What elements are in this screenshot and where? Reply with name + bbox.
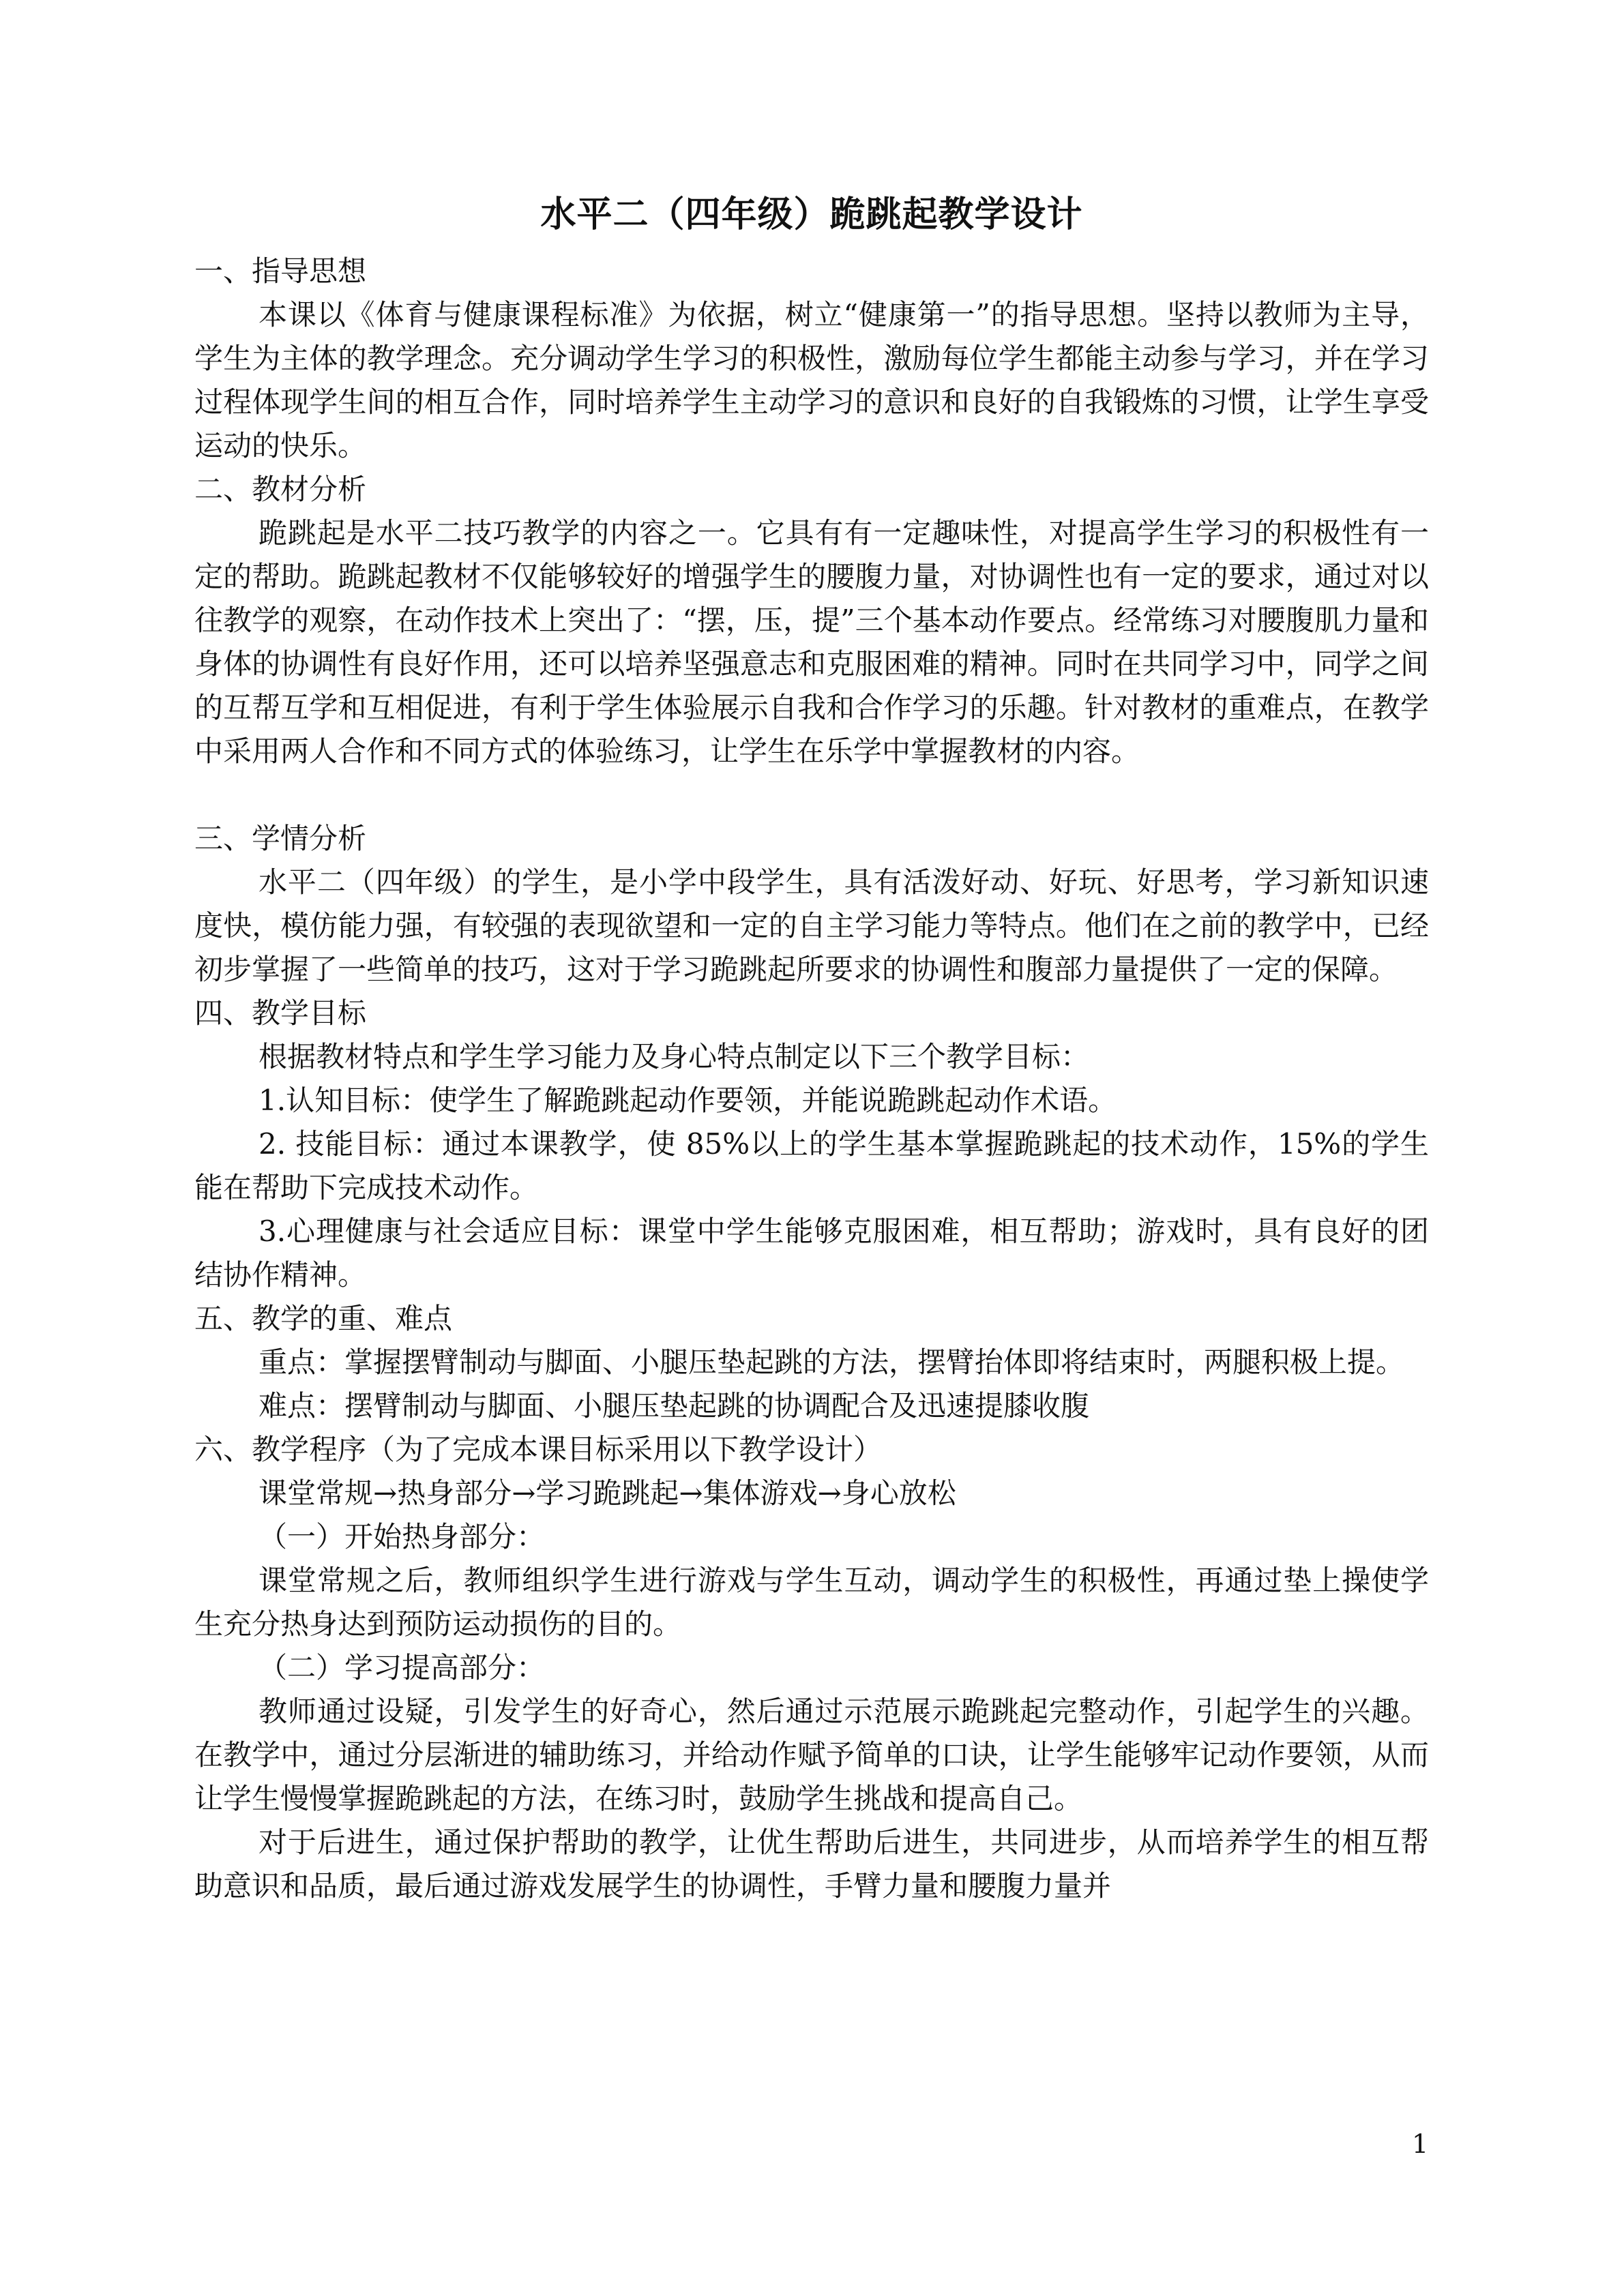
paragraph-guiding-ideology: 本课以《体育与健康课程标准》为依据，树立“健康第一”的指导思想。坚持以教师为主导，学生为主体的教学理念。充分调动学生学习的积极性，激励每位学生都能主动参与学习，并在学习过程体现学生间的相互合作，同时培养学生主动学习的意识和良好的自我锻炼的习惯，让学生享受运动的快乐。 xyxy=(194,298,1429,462)
part2-text-continued: 对于后进生，通过保护帮助的教学，让优生帮助后进生，共同进步，从而培养学生的相互帮助意识和品质，最后通过游戏发展学生的协调性，手臂力量和腰腹力量并 xyxy=(194,1825,1429,1903)
part2-text: 教师通过设疑，引发学生的好奇心，然后通过示范展示跪跳起完整动作，引起学生的兴趣。在教学中，通过分层渐进的辅助练习，并给动作赋予简单的口诀，让学生能够牢记动作要领，从而让学生慢慢掌握跪跳起的方法，在练习时，鼓励学生挑战和提高自己。 xyxy=(194,1695,1429,1815)
paragraph-material-analysis: 跪跳起是水平二技巧教学的内容之一。它具有有一定趣味性，对提高学生学习的积极性有一定的帮助。跪跳起教材不仅能够较好的增强学生的腰腹力量，对协调性也有一定的要求，通过对以往教学的观察，在动作技术上突出了：“摆，压，提”三个基本动作要点。经常练习对腰腹肌力量和身体的协调性有良好作用，还可以培养坚强意志和克服困难的精神。同时在共同学习中，同学之间的互帮互学和互相促进，有利于学生体验展示自我和合作学习的乐趣。针对教材的重难点，在教学中采用两人合作和不同方式的体验练习，让学生在乐学中掌握教材的内容。 xyxy=(194,516,1429,768)
part1-text: 课堂常规之后，教师组织学生进行游戏与学生互动，调动学生的积极性，再通过垫上操使学生充分热身达到预防运动损伤的目的。 xyxy=(194,1564,1429,1641)
section-heading-teaching-procedure: 六、教学程序（为了完成本课目标采用以下教学设计） xyxy=(194,1433,883,1466)
section-heading-guiding-ideology: 一、指导思想 xyxy=(194,254,367,288)
blank-line xyxy=(194,773,1429,817)
page-content xyxy=(194,184,1429,1908)
section-heading-teaching-goals: 四、教学目标 xyxy=(194,996,367,1030)
part1-title: （一）开始热身部分： xyxy=(259,1520,546,1553)
procedure-flow: 课堂常规→热身部分→学习跪跳起→集体游戏→身心放松 xyxy=(259,1476,956,1510)
goal-skill: 2. 技能目标：通过本课教学，使 85%以上的学生基本掌握跪跳起的技术动作，15%的学生能在帮助下完成技术动作。 xyxy=(194,1127,1429,1204)
page-number: 1 xyxy=(1412,2129,1429,2159)
paragraph-difficulty: 难点：摆臂制动与脚面、小腿压垫起跳的协调配合及迅速提膝收腹 xyxy=(259,1389,1090,1422)
paragraph-key-point: 重点：掌握摆臂制动与脚面、小腿压垫起跳的方法，摆臂抬体即将结束时，两腿积极上提。 xyxy=(259,1345,1405,1379)
section-heading-key-points: 五、教学的重、难点 xyxy=(194,1302,453,1335)
goal-cognitive: 1.认知目标：使学生了解跪跳起动作要领，并能说跪跳起动作术语。 xyxy=(259,1084,1117,1117)
part2-title: （二）学习提高部分： xyxy=(259,1651,546,1684)
section-heading-student-analysis: 三、学情分析 xyxy=(194,822,367,855)
paragraph-student-analysis: 水平二（四年级）的学生，是小学中段学生，具有活泼好动、好玩、好思考，学习新知识速度快，模仿能力强，有较强的表现欲望和一定的自主学习能力等特点。他们在之前的教学中，已经初步掌握了一些简单的技巧，这对于学习跪跳起所要求的协调性和腹部力量提供了一定的保障。 xyxy=(194,865,1429,986)
section-heading-material-analysis: 二、教材分析 xyxy=(194,473,367,506)
goal-psychological: 3.心理健康与社会适应目标：课堂中学生能够克服困难，相互帮助；游戏时，具有良好的团结协作精神。 xyxy=(194,1214,1429,1292)
goals-intro: 根据教材特点和学生学习能力及身心特点制定以下三个教学目标： xyxy=(259,1040,1090,1073)
document-title: 水平二（四年级）跪跳起教学设计 xyxy=(540,194,1083,235)
